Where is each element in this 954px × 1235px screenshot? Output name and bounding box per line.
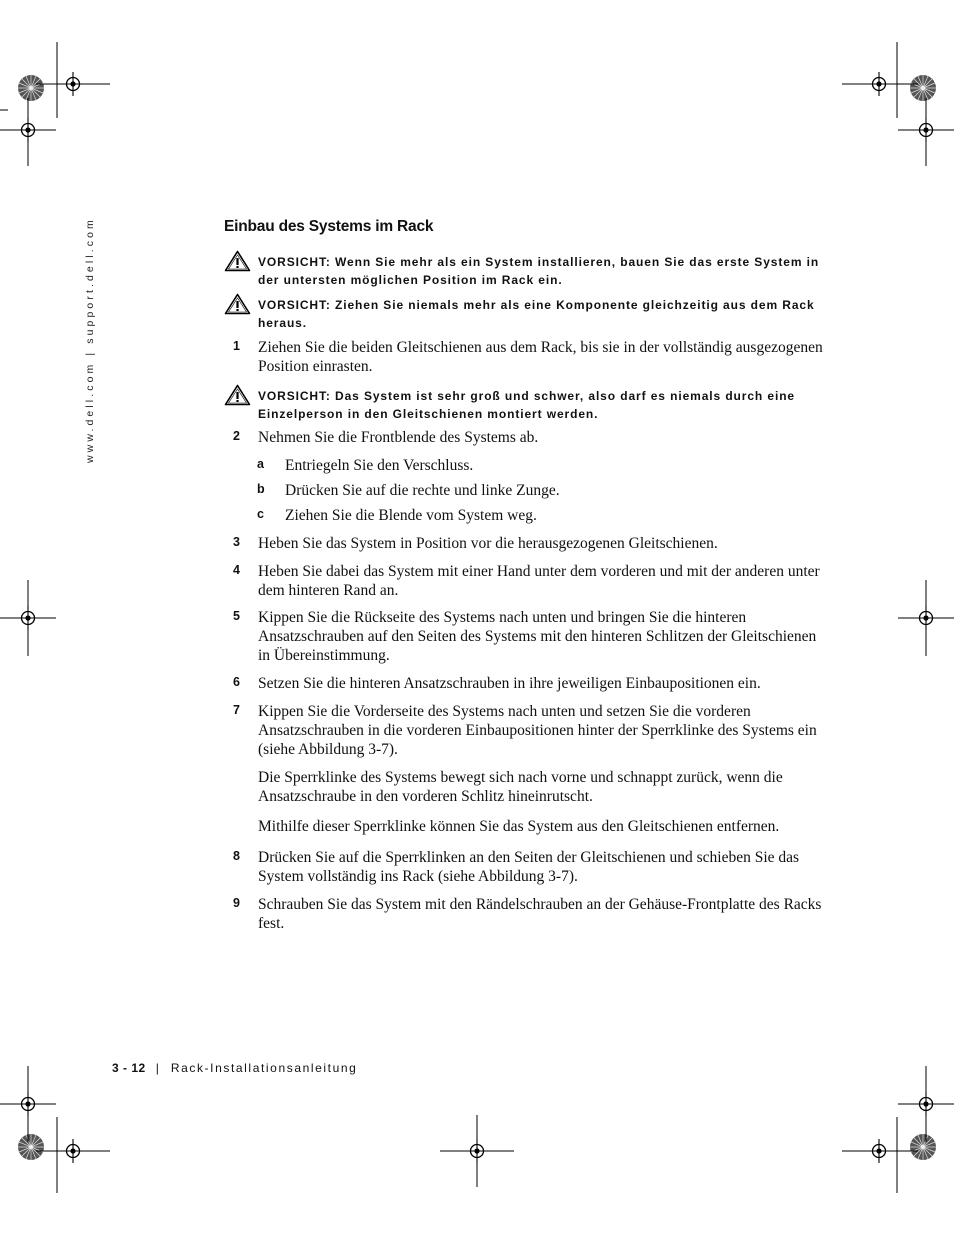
step-item [233,338,823,376]
step-text: Drücken Sie auf die Sperrklinken an den Seiten der Gleitschienen und schieben Sie das System vollständig ins Rack (siehe Abbildung 3-7). [258,849,800,885]
step-item [233,428,823,447]
step-text: Kippen Sie die Vorderseite des Systems nach unten und setzen Sie die vorderen Ansatzschrauben in die vorderen Einbaupositionen hinter der Sperrklinke des Systems ein (siehe Abbildung 3-7). [258,703,817,758]
caution-text: VORSICHT: Wenn Sie mehr als ein System installieren, bauen Sie das erste System in der untersten möglichen Position im Rack ein. [258,255,820,287]
step-item [233,848,823,886]
substep-text: Drücken Sie auf die rechte und linke Zunge. [285,482,560,499]
page-footer [112,1061,357,1075]
substep-letter: a [257,457,264,471]
step-number: 8 [233,849,240,863]
step-item [233,895,823,933]
substep-letter: b [257,482,265,496]
footer-separator: | [155,1061,159,1075]
step-text: Heben Sie dabei das System mit einer Hand unter dem vorderen und mit der anderen unter dem hinteren Rand an. [258,563,820,599]
registration-star-icon [910,75,936,101]
step-item [233,534,823,553]
step-text: Ziehen Sie die beiden Gleitschienen aus dem Rack, bis sie in der vollständig ausgezogenen Position einrasten. [258,339,823,375]
page-number: 3 - 12 [112,1061,146,1075]
step-text: Schrauben Sie das System mit den Rändelschrauben an der Gehäuse-Frontplatte des Racks fest. [258,896,822,932]
step-number: 1 [233,339,240,353]
warning-triangle-icon [224,250,251,272]
document-title: Rack-Installationsanleitung [170,1061,358,1075]
step-paragraph: Die Sperrklinke des Systems bewegt sich nach vorne und schnappt zurück, wenn die Ansatzschraube in den vorderen Schlitz hineinrutscht. [258,769,783,805]
step-item [233,562,823,600]
substep-item [257,481,817,500]
step-text: Kippen Sie die Rückseite des Systems nach unten und bringen Sie die hinteren Ansatzschrauben auf den Seiten des Systems mit den hinteren Schlitzen der Gleitschienen in Übereinstimmung. [258,609,817,664]
caution-notice [224,254,824,289]
section-heading: Einbau des Systems im Rack [224,218,434,235]
warning-triangle-icon [224,293,251,315]
caution-text: VORSICHT: Das System ist sehr groß und schwer, also darf es niemals durch eine Einzelperson in den Gleitschienen montiert werden. [258,389,796,421]
caution-notice [224,388,824,423]
warning-triangle-icon [224,384,251,406]
step-item [233,702,823,759]
step-text: Heben Sie das System in Position vor die herausgezogenen Gleitschienen. [258,535,718,552]
sidebar-url: www.dell.com | support.dell.com [84,217,96,463]
step-number: 3 [233,535,240,549]
registration-star-icon [910,1134,936,1160]
substep-letter: c [257,507,264,521]
substep-text: Entriegeln Sie den Verschluss. [285,457,474,474]
step-number: 9 [233,896,240,910]
caution-notice [224,297,824,332]
caution-text: VORSICHT: Ziehen Sie niemals mehr als eine Komponente gleichzeitig aus dem Rack heraus. [258,298,815,330]
step-text: Setzen Sie die hinteren Ansatzschrauben in ihre jeweiligen Einbaupositionen ein. [258,675,761,692]
step-number: 6 [233,675,240,689]
step-item [233,674,823,693]
step-number: 5 [233,609,240,623]
step-number: 7 [233,703,240,717]
step-number: 2 [233,429,240,443]
step-number: 4 [233,563,240,577]
substep-item [257,456,817,475]
substep-item [257,506,817,525]
registration-star-icon [18,75,44,101]
substep-text: Ziehen Sie die Blende vom System weg. [285,507,537,524]
step-text: Nehmen Sie die Frontblende des Systems ab. [258,429,539,446]
step-paragraph: Mithilfe dieser Sperrklinke können Sie das System aus den Gleitschienen entfernen. [258,818,780,835]
registration-star-icon [18,1134,44,1160]
step-item [233,608,823,665]
